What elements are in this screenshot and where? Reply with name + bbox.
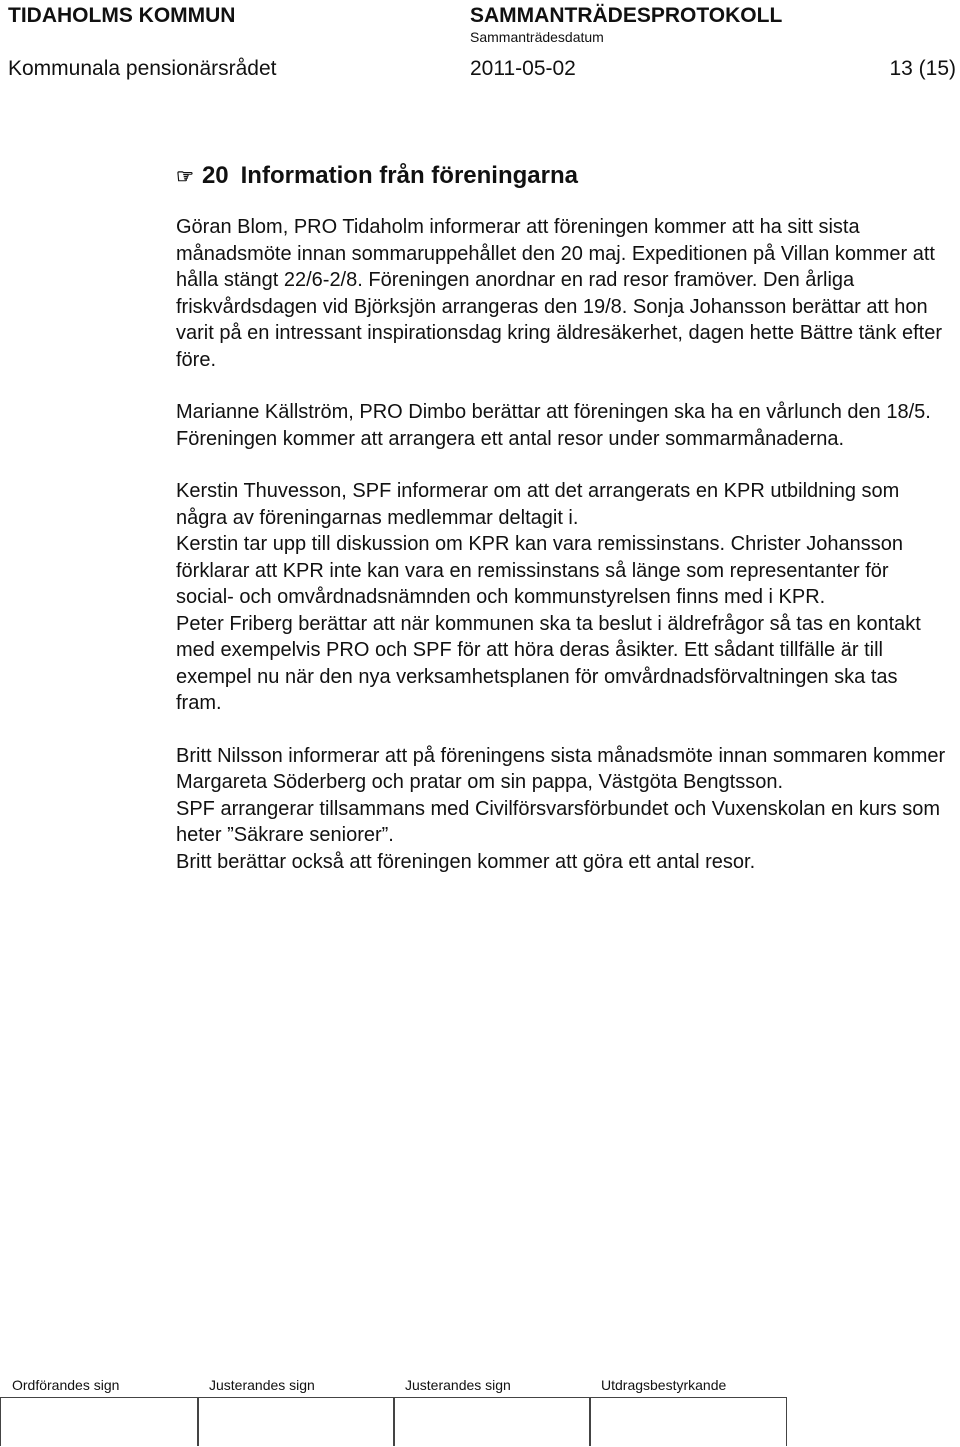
section-number: 20	[201, 162, 229, 189]
section-text	[176, 214, 946, 875]
paragraph: Kerstin Thuvesson, SPF informerar om att det arrangerats en KPR utbildning som några av föreningarnas medlemmar deltagit i. Kerstin tar upp till diskussion om KPR kan vara remissinstans. Christer Johansson förklarar att KPR inte kan vara en remissinstans så länge som representanter för social- och omvårdnadsnämnden och kommunstyrelsen finns med i KPR. Peter Friberg berättar att när kommunen ska ta beslut i äldrefrågor så tas en kontakt med exempelvis PRO och SPF för att höra deras åsikter. Ett sådant tillfälle är till exempel nu när den nya verksamhetsplanen för omvårdnadsförvaltningen ska tas fram.	[176, 480, 921, 714]
adjuster-signature-box	[393, 1397, 591, 1446]
adjuster-signature-label: Justerandes sign	[209, 1377, 315, 1393]
page-number: 13 (15)	[889, 57, 956, 80]
pointing-finger-icon: ☞	[176, 165, 194, 188]
document-body	[176, 162, 946, 901]
extract-certifying-box	[589, 1397, 787, 1446]
chair-signature-label: Ordförandes sign	[12, 1377, 120, 1393]
extract-certifying-label: Utdragsbestyrkande	[601, 1377, 727, 1393]
paragraph: Britt Nilsson informerar att på föreningens sista månadsmöte innan sommaren kommer Margareta Söderberg och pratar om sin pappa, Västgöta Bengtsson. SPF arrangerar tillsammans med Civilförsvarsförbundet och Vuxenskolan en kurs som heter ”Säkrare seniorer”. Britt berättar också att föreningen kommer att göra ett antal resor.	[176, 744, 946, 873]
committee-name: Kommunala pensionärsrådet	[8, 57, 277, 80]
document-type: SAMMANTRÄDESPROTOKOLL	[470, 4, 783, 27]
paragraph: Göran Blom, PRO Tidaholm informerar att föreningen kommer att ha sitt sista månadsmöte innan sommaruppehållet den 20 maj. Expeditionen på Villan kommer att hålla stängt 22/6-2/8. Föreningen anordnar en rad resor framöver. Den årliga friskvårdsdagen vid Björksjön arrangeras den 19/8. Sonja Johansson berättar att hon varit på en intressant inspirationsdag kring äldresäkerhet, dagen hette Bättre tänk efter före.	[176, 216, 943, 371]
chair-signature-box	[0, 1397, 199, 1446]
organization-name: TIDAHOLMS KOMMUN	[8, 4, 236, 27]
meeting-date-label: Sammanträdesdatum	[470, 29, 604, 45]
adjuster-signature-box	[197, 1397, 395, 1446]
adjuster-signature-label: Justerandes sign	[405, 1377, 511, 1393]
paragraph: Marianne Källström, PRO Dimbo berättar att föreningen ska ha en vårlunch den 18/5. Föreningen kommer att arrangera ett antal resor under sommarmånaderna.	[176, 401, 931, 450]
section-title: Information från föreningarna	[240, 162, 578, 189]
meeting-date: 2011-05-02	[470, 57, 576, 80]
section-heading	[176, 162, 946, 190]
